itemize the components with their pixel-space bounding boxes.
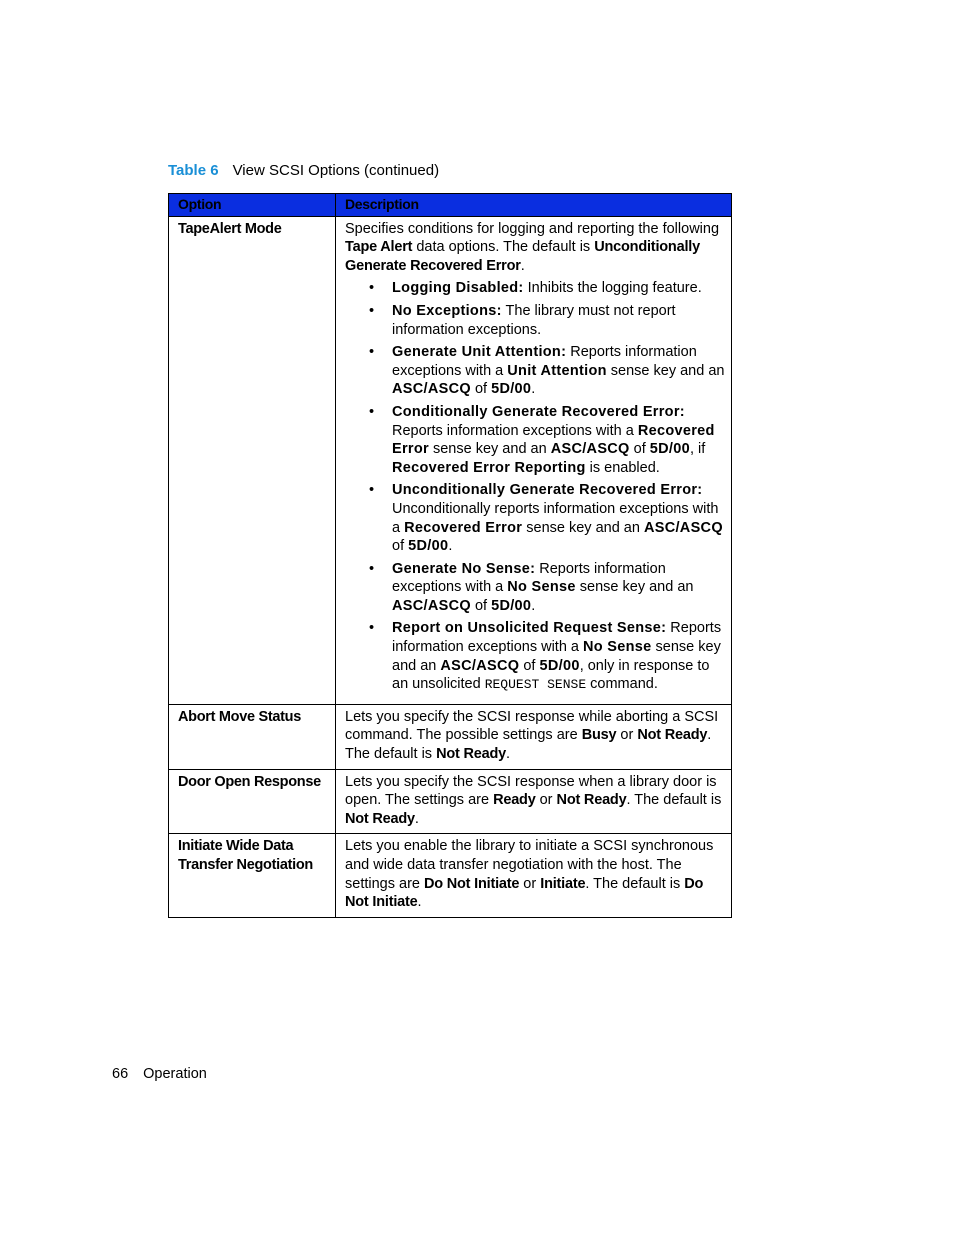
option-abort-move-status: Abort Move Status [169, 704, 336, 769]
table-number: Table 6 [168, 162, 219, 179]
list-item: • Unconditionally Generate Recovered Error: Unconditionally reports information exceptions with a Recovered Error sense key and an ASC/ASCQ of 5D/00. [369, 482, 723, 555]
description-door-open-response: Lets you specify the SCSI response when a library door is open. The settings are Ready or Not Ready. The default is Not Ready. [336, 769, 732, 834]
bullet: • [369, 560, 375, 577]
scsi-options-table [168, 193, 732, 918]
table-title: View SCSI Options (continued) [232, 162, 440, 179]
header-description: Description [336, 194, 732, 217]
table-caption [168, 162, 439, 179]
table-row [169, 704, 732, 769]
list-item: • No Exceptions: The library must not report information exceptions. [369, 302, 676, 338]
page-footer [112, 1066, 207, 1082]
header-option: Option [169, 194, 336, 217]
description-initiate-wide-data-transfer: Lets you enable the library to initiate a SCSI synchronous and wide data transfer negotiation with the host. The settings are Do Not Initiate or Initiate. The default is Do Not Initiate. [336, 834, 732, 917]
option-tapealert-mode: TapeAlert Mode [169, 216, 336, 704]
list-item: • Report on Unsolicited Request Sense: Reports information exceptions with a No Sense sense key and an ASC/ASCQ of 5D/00, only in response to an unsolicited REQUEST SENSE command. [369, 620, 722, 693]
option-door-open-response: Door Open Response [169, 769, 336, 834]
bullet: • [369, 280, 375, 297]
bullet: • [369, 403, 375, 420]
bullet: • [369, 302, 375, 319]
description-abort-move-status: Lets you specify the SCSI response while aborting a SCSI command. The possible settings are Busy or Not Ready. The default is Not Ready. [336, 704, 732, 769]
bullet: • [369, 344, 375, 361]
table-row [169, 834, 732, 917]
bullet: • [369, 482, 375, 499]
list-item: • Generate Unit Attention: Reports information exceptions with a Unit Attention sense key and an ASC/ASCQ of 5D/00. [369, 344, 725, 398]
description-tapealert-mode [336, 216, 732, 704]
option-initiate-wide-data-transfer: Initiate Wide Data Transfer Negotiation [169, 834, 336, 917]
list-item: • Conditionally Generate Recovered Error: Reports information exceptions with a Recovered Error sense key and an ASC/ASCQ of 5D/00, if Recovered Error Reporting is enabled. [369, 403, 715, 476]
list-item: • Generate No Sense: Reports information exceptions with a No Sense sense key and an ASC/ASCQ of 5D/00. [369, 560, 694, 614]
table-row [169, 216, 732, 704]
table-row [169, 769, 732, 834]
section-name: Operation [143, 1066, 207, 1082]
bullet: • [369, 620, 375, 637]
page-number: 66 [112, 1066, 129, 1082]
request-sense-code: REQUEST SENSE [484, 677, 587, 693]
table-header-row [169, 194, 732, 217]
tapealert-options-list [345, 279, 725, 694]
list-item: • Logging Disabled: Inhibits the logging feature. [369, 280, 702, 297]
tapealert-intro: Specifies conditions for logging and reporting the following Tape Alert data options. The default is Unconditionally Generate Recovered Error. [345, 220, 720, 274]
